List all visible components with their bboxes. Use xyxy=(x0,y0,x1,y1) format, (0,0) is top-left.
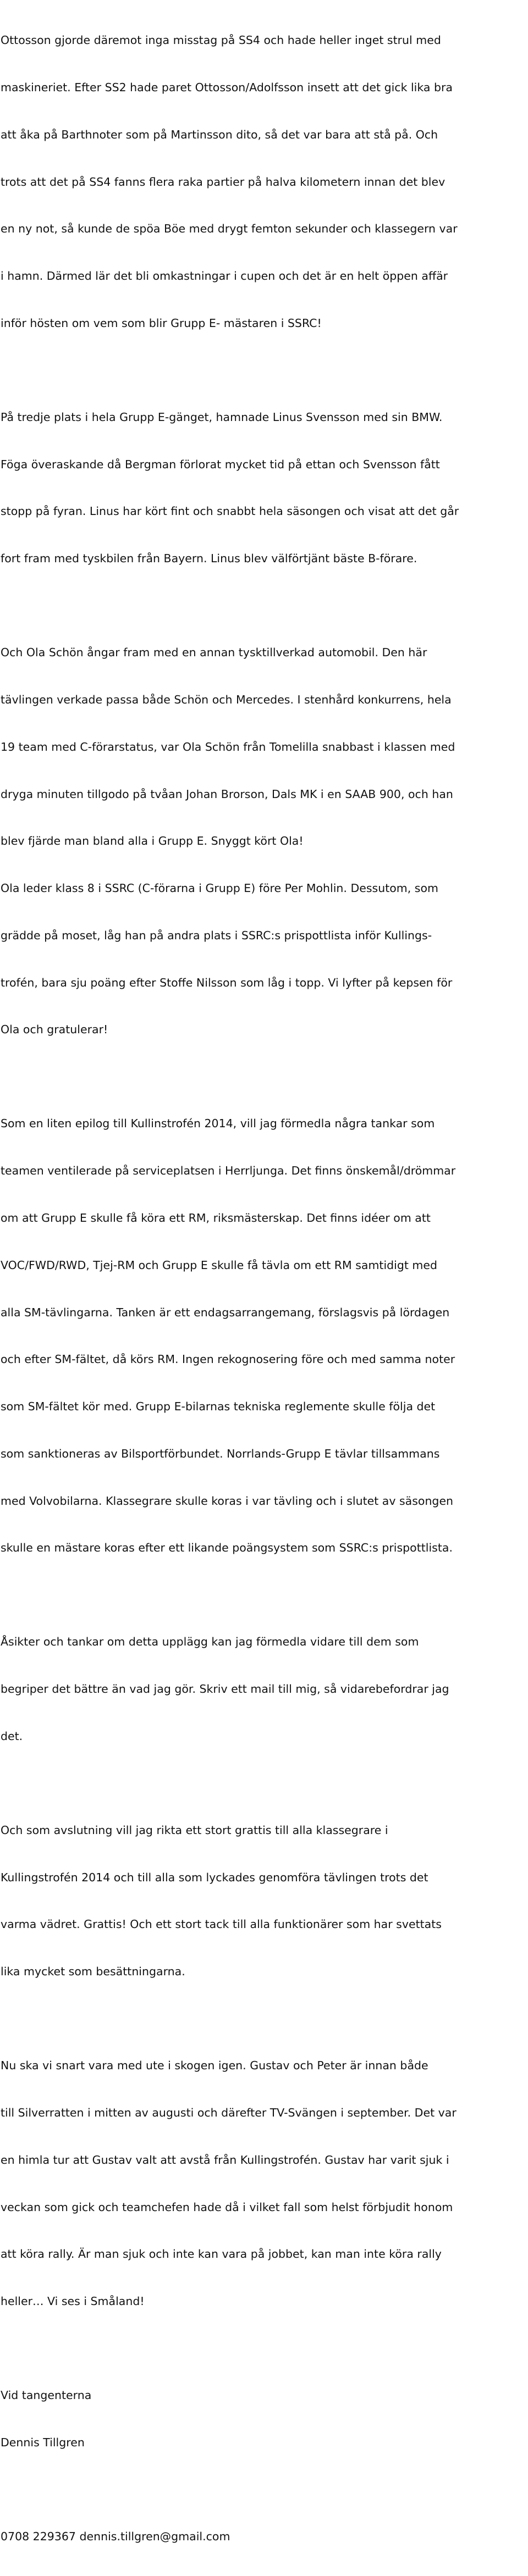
text-line: inför hösten om vem som blir Grupp E- mästaren i SSRC! xyxy=(1,316,322,330)
text-line: och efter SM-fältet, då körs RM. Ingen rekognosering före och med samma noter xyxy=(1,1353,455,1366)
text-line: till Silverratten i mitten av augusti och därefter TV-Svängen i september. Det var xyxy=(1,2106,457,2119)
paragraph-gap xyxy=(1,363,526,378)
text-line: att åka på Barthnoter som på Martinsson dito, så det var bara att stå på. Och xyxy=(1,128,438,141)
text-line: om att Grupp E skulle få köra ett RM, riksmästerskap. Det finns idéer om att xyxy=(1,1211,431,1225)
text-line: Kullingstrofén 2014 och till alla som lyckades genomföra tävlingen trots det xyxy=(1,1870,428,1884)
text-line: Ola leder klass 8 i SSRC (C-förarna i Grupp E) före Per Mohlin. Dessutom, som xyxy=(1,882,438,895)
paragraph-gap xyxy=(1,1069,526,1084)
text-line: Ola och gratulerar! xyxy=(1,1023,108,1037)
text-line: skulle en mästare koras efter ett likande poängsystem som SSRC:s prispottlista. xyxy=(1,1541,453,1555)
text-line: med Volvobilarna. Klassegrare skulle koras i var tävling och i slutet av säsongen xyxy=(1,1494,454,1508)
contact-info xyxy=(1,2497,526,2576)
text-line: att köra rally. Är man sjuk och inte kan vara på jobbet, kan man inte köra rally xyxy=(1,2247,442,2261)
text-line: maskineriet. Efter SS2 hade paret Ottosson/Adolfsson insett att det gick lika bra xyxy=(1,80,453,94)
text-line: grädde på moset, låg han på andra plats i SSRC:s prispottlista inför Kullings- xyxy=(1,928,432,942)
paragraph-congratulations xyxy=(1,1791,526,2011)
signature-line: Vid tangenterna xyxy=(1,2389,92,2402)
signature-block xyxy=(1,2356,526,2482)
text-line: i hamn. Därmed lär det bli omkastningar i cupen och det är en helt öppen affär xyxy=(1,269,448,283)
text-line: 19 team med C-förarstatus, var Ola Schön från Tomelilla snabbast i klassen med xyxy=(1,740,455,754)
text-line: det. xyxy=(1,1729,23,1743)
paragraph-upcoming xyxy=(1,2026,526,2341)
text-line: Åsikter och tankar om detta upplägg kan jag förmedla vidare till dem som xyxy=(1,1635,419,1649)
text-line: en ny not, så kunde de spöa Böe med drygt femton sekunder och klassegern var xyxy=(1,222,458,236)
text-line: trofén, bara sju poäng efter Stoffe Nilsson som låg i topp. Vi lyfter på kepsen för xyxy=(1,976,453,989)
text-line: teamen ventilerade på serviceplatsen i Herrljunga. Det finns önskemål/drömmar xyxy=(1,1164,456,1178)
text-line: alla SM-tävlingarna. Tanken är ett endagsarrangemang, förslagsvis på lördagen xyxy=(1,1305,450,1319)
paragraph-race-report-ss4 xyxy=(1,1,526,363)
paragraph-opinions xyxy=(1,1603,526,1776)
text-line: varma vädret. Grattis! Och ett stort tack till alla funktionärer som har svettats xyxy=(1,1918,442,1931)
text-line: som SM-fältet kör med. Grupp E-bilarnas tekniska reglemente skulle följa det xyxy=(1,1400,436,1414)
text-line: Och Ola Schön ångar fram med en annan tysktillverkad automobil. Den här xyxy=(1,646,427,660)
text-line: dryga minuten tillgodo på tvåan Johan Brorson, Dals MK i en SAAB 900, och han xyxy=(1,787,453,801)
paragraph-gap xyxy=(1,2482,526,2497)
text-line: veckan som gick och teamchefen hade då i vilket fall som helst förbjudit honom xyxy=(1,2200,453,2214)
text-line: som sanktioneras av Bilsportförbundet. Norrlands-Grupp E tävlar tillsammans xyxy=(1,1447,440,1460)
paragraph-gap xyxy=(1,598,526,613)
paragraph-gap xyxy=(1,1776,526,1791)
text-line: en himla tur att Gustav valt att avstå från Kullingstrofén. Gustav har varit sjuk i xyxy=(1,2153,449,2167)
text-line: heller… Vi ses i Småland! xyxy=(1,2295,145,2308)
text-line: blev fjärde man bland alla i Grupp E. Snyggt kört Ola! xyxy=(1,834,304,848)
document-page xyxy=(1,1,526,2576)
author-name: Dennis Tillgren xyxy=(1,2435,85,2449)
paragraph-third-place xyxy=(1,378,526,598)
text-line: fort fram med tyskbilen från Bayern. Linus blev välförtjänt bäste B-förare. xyxy=(1,552,417,566)
text-line: stopp på fyran. Linus har kört fint och snabbt hela säsongen och visat att det går xyxy=(1,505,459,518)
text-line: trots att det på SS4 fanns flera raka partier på halva kilometern innan det blev xyxy=(1,175,446,189)
paragraph-gap xyxy=(1,1587,526,1603)
paragraph-gap xyxy=(1,2341,526,2356)
text-line: begriper det bättre än vad jag gör. Skriv ett mail till mig, så vidarebefordrar jag xyxy=(1,1682,449,1696)
paragraph-ola-schon xyxy=(1,613,526,1069)
text-line: Nu ska vi snart vara med ute i skogen igen. Gustav och Peter är innan både xyxy=(1,2059,428,2073)
text-line: VOC/FWD/RWD, Tjej-RM och Grupp E skulle få tävla om ett RM samtidigt med xyxy=(1,1258,438,1272)
paragraph-gap xyxy=(1,2011,526,2026)
paragraph-epilog xyxy=(1,1084,526,1587)
text-line: Som en liten epilog till Kullinstrofén 2014, vill jag förmedla några tankar som xyxy=(1,1117,435,1131)
text-line: Föga överaskande då Bergman förlorat mycket tid på ettan och Svensson fått xyxy=(1,457,440,471)
text-line: Och som avslutning vill jag rikta ett stort grattis till alla klassegrare i xyxy=(1,1823,388,1837)
text-line: lika mycket som besättningarna. xyxy=(1,1965,185,1979)
text-line: På tredje plats i hela Grupp E-gänget, hamnade Linus Svensson med sin BMW. xyxy=(1,410,443,424)
text-line: tävlingen verkade passa både Schön och Mercedes. I stenhård konkurrens, hela xyxy=(1,693,452,706)
text-line: Ottosson gjorde däremot inga misstag på SS4 och hade heller inget strul med xyxy=(1,34,441,47)
contact-line: 0708 229367 dennis.tillgren@gmail.com xyxy=(1,2529,230,2543)
